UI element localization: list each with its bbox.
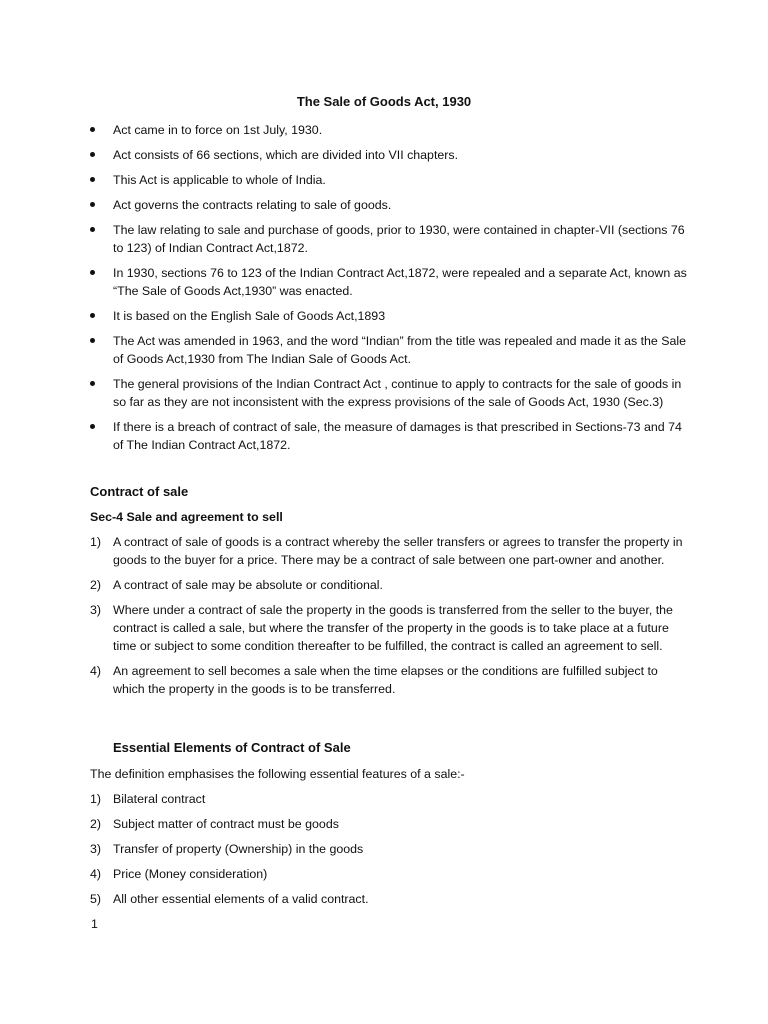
page-number: 1 xyxy=(91,917,98,931)
list-item: 2) A contract of sale may be absolute or conditional. xyxy=(90,578,383,592)
list-item: 5) All other essential elements of a valid contract. xyxy=(90,892,369,906)
list-item: 3) Transfer of property (Ownership) in the goods xyxy=(90,842,364,856)
list-item: The law relating to sale and purchase of goods, prior to 1930, were contained in chapter-VII (sections 76 to 123) of Indian Contract Act,1872. xyxy=(90,221,690,257)
bullet-icon xyxy=(90,424,95,429)
list-item: It is based on the English Sale of Goods Act,1893 xyxy=(90,307,690,325)
contract-of-sale-heading: Contract of sale xyxy=(90,484,189,499)
page-title: The Sale of Goods Act, 1930 xyxy=(296,94,472,109)
list-item: Act governs the contracts relating to sale of goods. xyxy=(90,196,690,214)
essential-elements-heading: Essential Elements of Contract of Sale xyxy=(113,740,351,755)
list-item: If there is a breach of contract of sale, the measure of damages is that prescribed in Sections-73 and 74 of The Indian Contract Act,1872. xyxy=(90,418,690,454)
bullet-icon xyxy=(90,313,95,318)
list-item: The general provisions of the Indian Contract Act , continue to apply to contracts for the sale of goods in so far as they are not inconsistent with the express provisions of the sale of Goods Act, 1930 (Sec.3) xyxy=(90,375,690,411)
bullet-icon xyxy=(90,177,95,182)
list-item: Act came in to force on 1st July, 1930. xyxy=(90,121,690,139)
list-item: 3) Where under a contract of sale the property in the goods is transferred from the seller to the buyer, the contract is called a sale, but where the transfer of the property in the goods is to take place at a future time or subject to some condition thereafter to be fulfilled, the contract is called an agreement to sell. xyxy=(90,603,673,653)
bullet-icon xyxy=(90,152,95,157)
list-item: Act consists of 66 sections, which are divided into VII chapters. xyxy=(90,146,690,164)
list-item: 4) An agreement to sell becomes a sale when the time elapses or the conditions are fulfilled subject to which the property in the goods is to be transferred. xyxy=(90,664,658,696)
list-item: 2) Subject matter of contract must be goods xyxy=(90,817,339,831)
list-item: The Act was amended in 1963, and the word “Indian” from the title was repealed and made it as the Sale of Goods Act,1930 from The Indian Sale of Goods Act. xyxy=(90,332,690,368)
bullet-icon xyxy=(90,381,95,386)
bullet-icon xyxy=(90,338,95,343)
bullet-icon xyxy=(90,202,95,207)
sec4-heading: Sec-4 Sale and agreement to sell xyxy=(90,510,283,524)
list-item: 1) A contract of sale of goods is a contract whereby the seller transfers or agrees to transfer the property in goods to the buyer for a price. There may be a contract of sale between one part-owner and another. xyxy=(90,535,683,567)
list-item: 1) Bilateral contract xyxy=(90,792,206,806)
act-facts-list xyxy=(90,121,690,461)
bullet-icon xyxy=(90,127,95,132)
list-item: In 1930, sections 76 to 123 of the Indian Contract Act,1872, were repealed and a separate Act, known as “The Sale of Goods Act,1930” was enacted. xyxy=(90,264,690,300)
sec4-list xyxy=(90,533,690,705)
bullet-icon xyxy=(90,227,95,232)
list-item: 4) Price (Money consideration) xyxy=(90,867,268,881)
essential-intro-text: The definition emphasises the following essential features of a sale:- xyxy=(90,767,465,781)
essential-elements-list xyxy=(90,790,690,915)
list-item: This Act is applicable to whole of India. xyxy=(90,171,690,189)
bullet-icon xyxy=(90,270,95,275)
